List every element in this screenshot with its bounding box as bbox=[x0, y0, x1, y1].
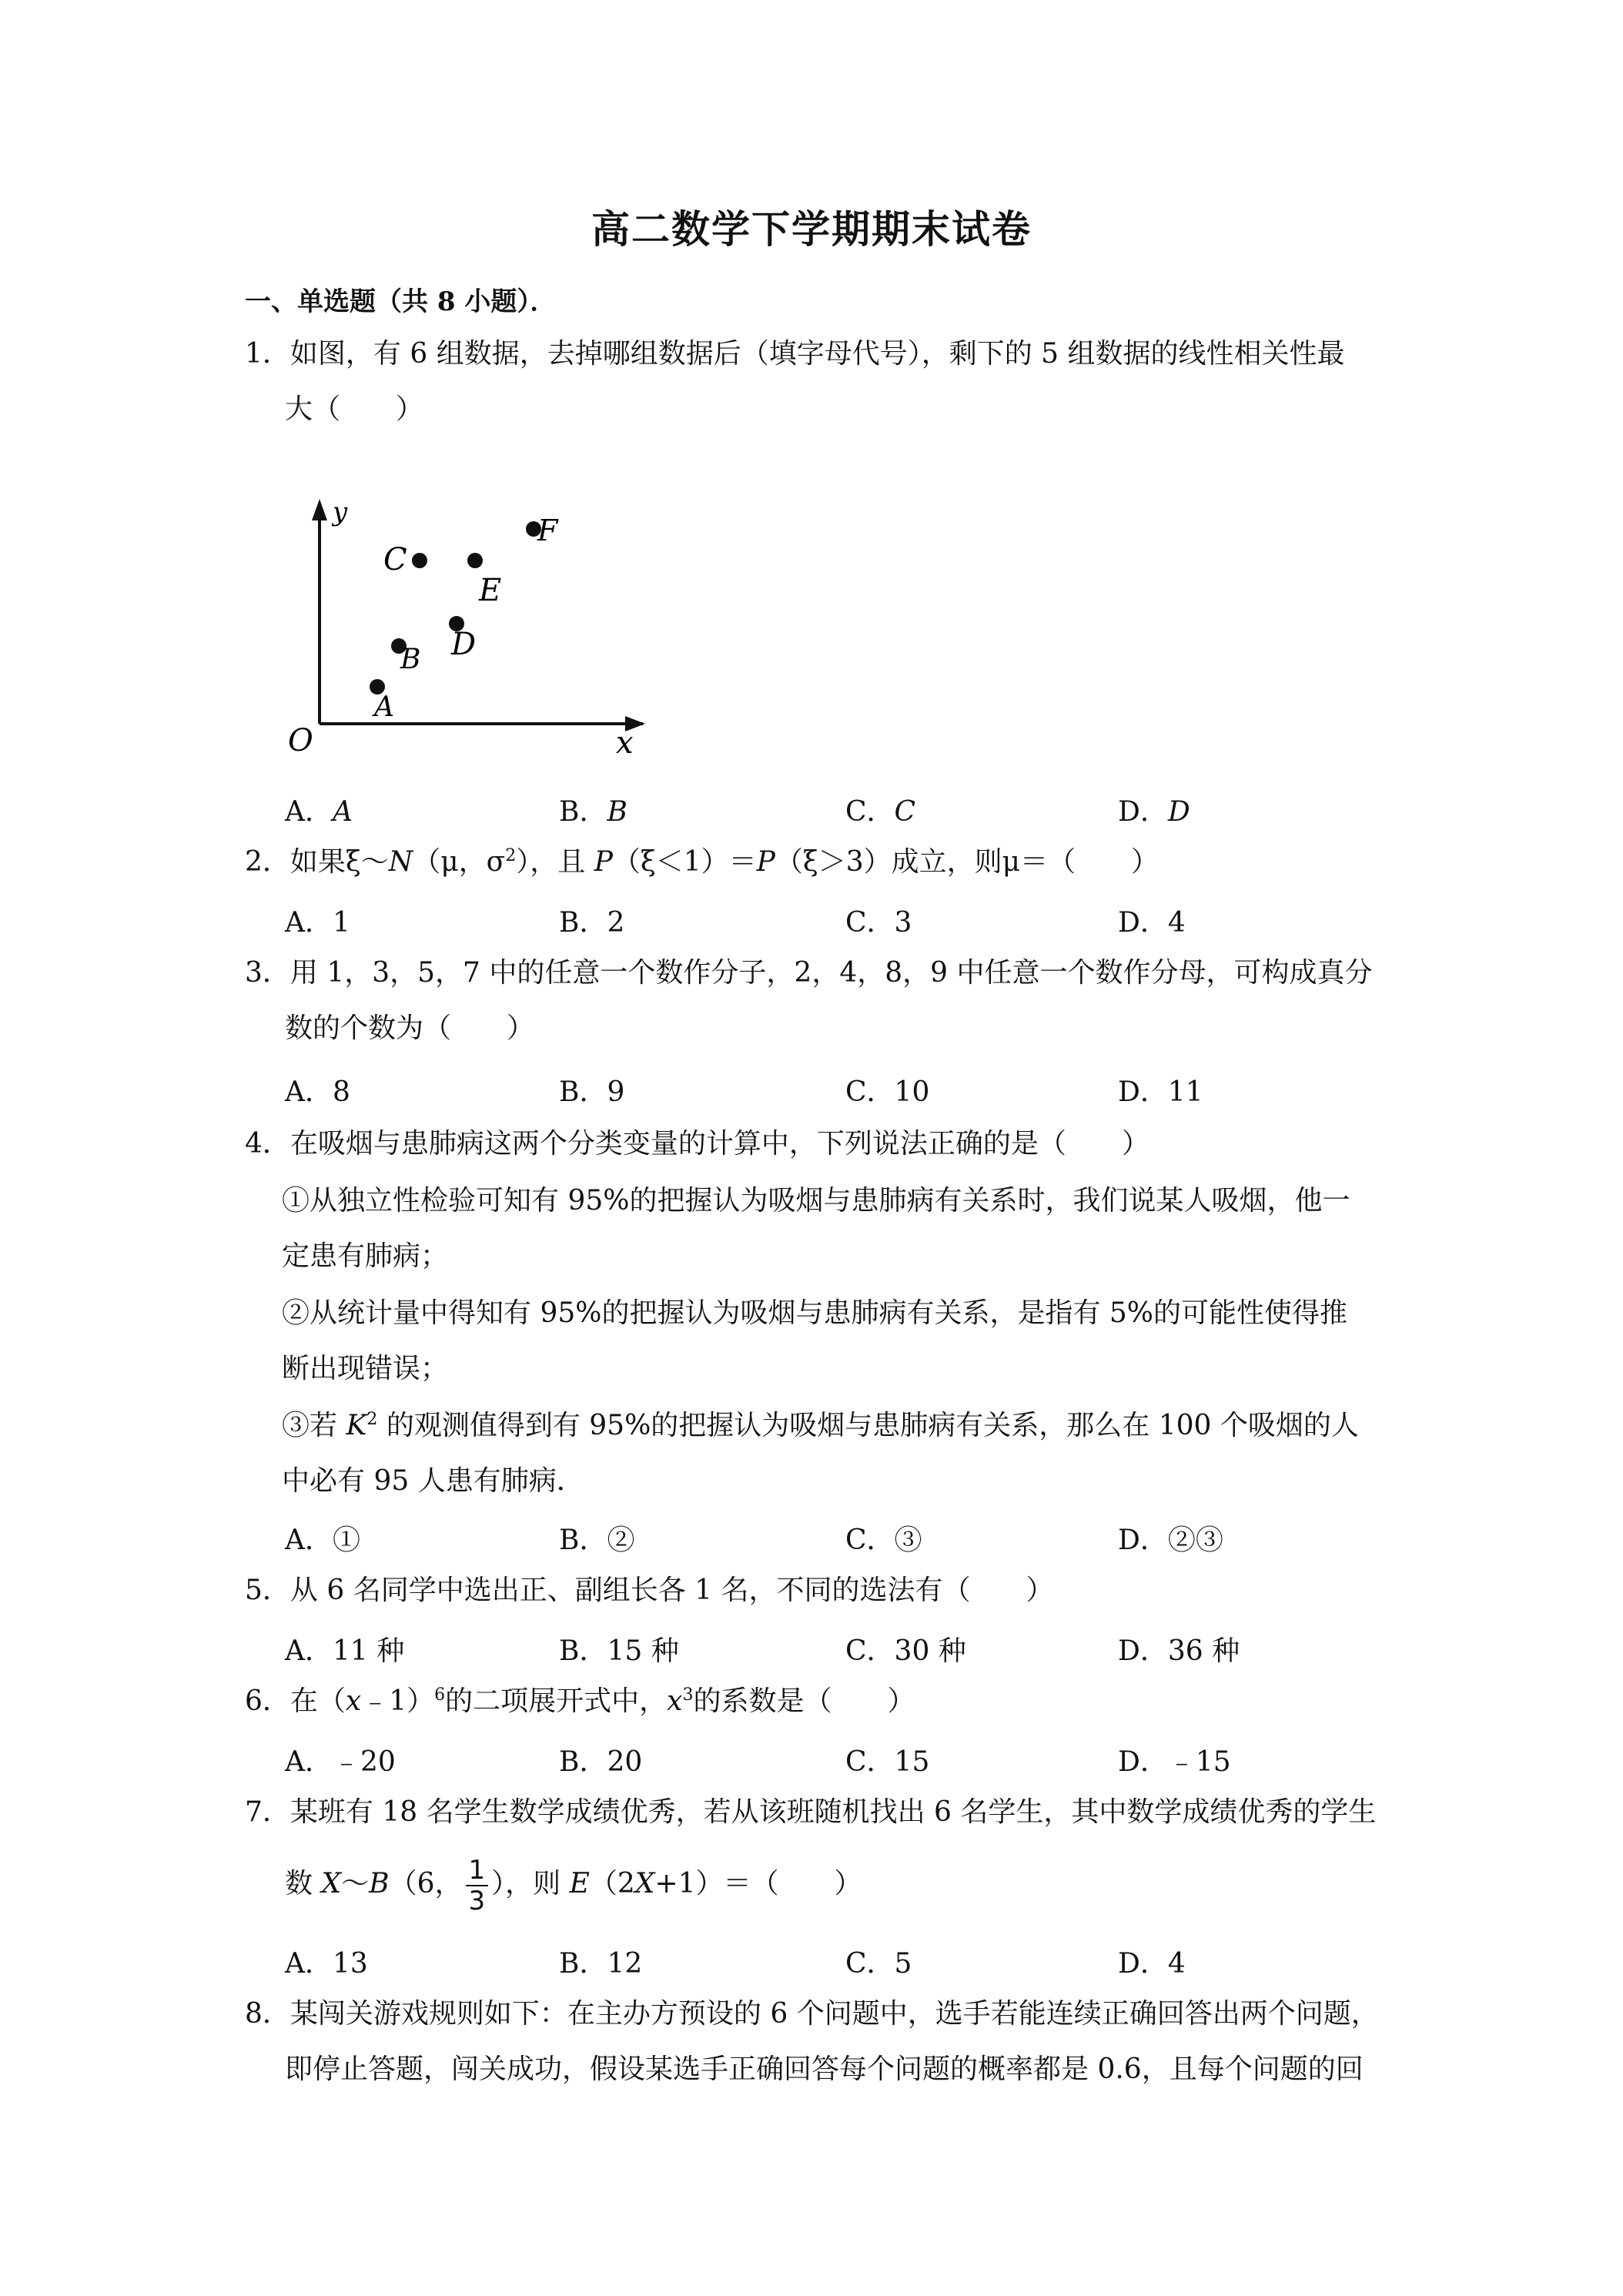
point-b-label: B bbox=[400, 644, 421, 675]
question-3-line-2: 数的个数为（ ） bbox=[285, 1012, 535, 1044]
q3-option-b: B．9 bbox=[559, 1076, 625, 1108]
page-title: 高二数学下学期期末试卷 bbox=[591, 206, 1032, 252]
q4-statement-2-line-1: ②从统计量中得知有 95%的把握认为吸烟与患肺病有关系，是指有 5%的可能性使得推 bbox=[282, 1297, 1348, 1329]
q4-statement-3-line-1: ③若 $K^2$ 的观测值得到有 95%的把握认为吸烟与患肺病有关系，那么在 100 个吸烟的人 bbox=[282, 1410, 1359, 1441]
q4-option-a: A．① bbox=[285, 1525, 360, 1556]
q7-option-d: D．4 bbox=[1118, 1948, 1186, 1980]
q1-option-b: B．B bbox=[559, 796, 627, 828]
q4-statement-1-line-2: 定患有肺病； bbox=[282, 1240, 449, 1272]
q6-option-b: B．20 bbox=[559, 1746, 643, 1778]
point-a-label: A bbox=[374, 691, 394, 723]
q7-option-c: C．5 bbox=[845, 1948, 912, 1980]
question-8-line-2: 即停止答题，闯关成功，假设某选手正确回答每个问题的概率都是 0.6，且每个问题的回 bbox=[285, 2053, 1364, 2085]
question-8-line-1: 8．某闯关游戏规则如下：在主办方预设的 6 个问题中，选手若能连续正确回答出两个问题， bbox=[245, 1998, 1379, 2030]
y-axis-label: y bbox=[333, 497, 348, 527]
q2-option-d: D．4 bbox=[1118, 907, 1186, 939]
question-2-stem: 2．如果ξ～N（μ，$\sigma^2$），且 P（ξ＜1）＝P（ξ＞3）成立，则μ＝（ ） bbox=[245, 846, 1160, 878]
q5-option-a: A．11 种 bbox=[285, 1635, 405, 1667]
question-1-line-1: 1．如图，有 6 组数据，去掉哪组数据后（填字母代号），剩下的 5 组数据的线性相关性最 bbox=[245, 338, 1345, 370]
q2-option-c: C．3 bbox=[845, 907, 912, 939]
fraction-one-third: $\frac{1}{3}$ bbox=[466, 1856, 489, 1916]
q4-option-c: C．③ bbox=[845, 1525, 922, 1556]
q4-statement-2-line-2: 断出现错误； bbox=[282, 1353, 449, 1384]
scatter-figure bbox=[277, 493, 654, 770]
section-heading: 一、单选题（共 8 小题）． bbox=[245, 286, 557, 317]
q6-option-a: A．﹣20 bbox=[285, 1746, 396, 1778]
q2-option-a: A．1 bbox=[285, 907, 350, 939]
q2-option-b: B．2 bbox=[559, 907, 625, 939]
question-7-line-1: 7．某班有 18 名学生数学成绩优秀，若从该班随机找出 6 名学生，其中数学成绩优秀的学生 bbox=[245, 1796, 1377, 1828]
q6-option-d: D．﹣15 bbox=[1118, 1746, 1231, 1778]
q5-option-c: C．30 种 bbox=[845, 1635, 966, 1667]
q3-option-a: A．8 bbox=[285, 1076, 350, 1108]
q4-option-b: B．② bbox=[559, 1525, 635, 1556]
question-3-line-1: 3．用 1，3，5，7 中的任意一个数作分子，2，4，8，9 中任意一个数作分母，可构成真分 bbox=[245, 957, 1373, 989]
question-7-line-2: 数 X～B（6， $\frac{1}{3}$ ），则 E（2X+1）＝（ ） bbox=[285, 1855, 862, 1916]
q1-option-c: C．C bbox=[845, 796, 916, 828]
q3-option-c: C．10 bbox=[845, 1076, 930, 1108]
q4-statement-3-line-2: 中必有 95 人患有肺病． bbox=[282, 1465, 584, 1497]
point-e bbox=[467, 553, 483, 568]
point-f-label: F bbox=[537, 514, 558, 547]
question-6-stem: 6．在（x﹣1）$^6$的二项展开式中，$x^3$的系数是（ ） bbox=[245, 1685, 915, 1717]
point-c-label: C bbox=[383, 542, 407, 577]
x-axis-label: x bbox=[616, 725, 634, 761]
q7-option-a: A．13 bbox=[285, 1948, 368, 1980]
q6-option-c: C．15 bbox=[845, 1746, 930, 1778]
q4-statement-1-line-1: ①从独立性检验可知有 95%的把握认为吸烟与患肺病有关系时，我们说某人吸烟，他一 bbox=[282, 1185, 1350, 1217]
q3-option-d: D．11 bbox=[1118, 1076, 1203, 1108]
q7-option-b: B．12 bbox=[559, 1948, 643, 1980]
question-4-stem: 4．在吸烟与患肺病这两个分类变量的计算中，下列说法正确的是（ ） bbox=[245, 1128, 1149, 1160]
q5-option-b: B．15 种 bbox=[559, 1635, 679, 1667]
point-d-label: D bbox=[451, 627, 477, 662]
q1-option-d: D．D bbox=[1118, 796, 1190, 828]
q4-option-d: D．②③ bbox=[1118, 1525, 1223, 1556]
origin-label: O bbox=[288, 723, 313, 758]
q1-option-a: A．A bbox=[285, 796, 353, 828]
question-1-line-2: 大（ ） bbox=[285, 393, 424, 425]
point-c bbox=[412, 553, 427, 568]
y-axis-arrow bbox=[312, 499, 327, 520]
q5-option-d: D．36 种 bbox=[1118, 1635, 1240, 1667]
point-e-label: E bbox=[479, 573, 502, 608]
question-5-stem: 5．从 6 名同学中选出正、副组长各 1 名，不同的选法有（ ） bbox=[245, 1575, 1054, 1606]
